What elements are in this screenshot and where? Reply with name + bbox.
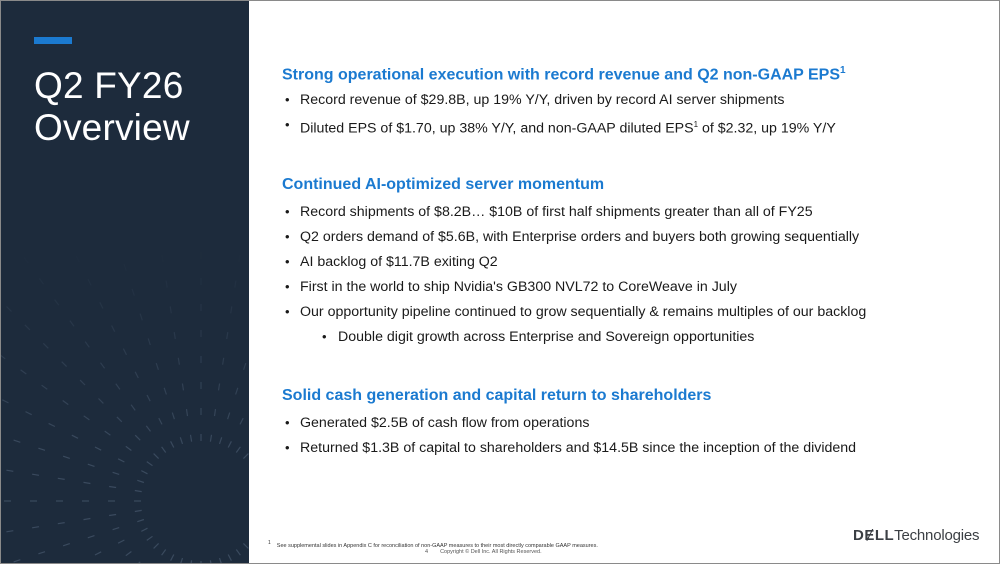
page-number: 4	[425, 549, 429, 555]
section-heading-cash: Solid cash generation and capital return to shareholders	[282, 387, 712, 404]
copyright-text: Copyright © Dell Inc. All Rights Reserved.	[440, 549, 542, 555]
bullet-item: • Record shipments of $8.2B… $10B of first half shipments greater than all of FY25	[282, 202, 866, 227]
slide-title-line-2: Overview	[34, 107, 190, 148]
footnote-marker: 1	[268, 540, 271, 546]
footnote-ref: 1	[693, 120, 699, 129]
slide-title	[34, 65, 190, 149]
bullet-item: • Generated $2.5B of cash flow from operations	[282, 413, 856, 438]
section-heading-operational: Strong operational execution with record revenue and Q2 non-GAAP EPS$^1$	[282, 65, 846, 84]
bullet-item: • Diluted EPS of $1.70, up 38% Y/Y, and non-GAAP diluted EPS$^1$ of $2.32, up 19% Y/Y	[282, 115, 836, 140]
bullet-item: • Returned $1.3B of capital to shareholders and $14.5B since the inception of the dividend	[282, 438, 856, 463]
bullet-item: • Q2 orders demand of $5.6B, with Enterprise orders and buyers both growing sequentially	[282, 227, 866, 252]
bullet-list-operational	[282, 90, 836, 140]
bullet-item: • First in the world to ship Nvidia's GB300 NVL72 to CoreWeave in July	[282, 277, 866, 302]
bullet-item: • AI backlog of $11.7B exiting Q2	[282, 252, 866, 277]
accent-bar	[34, 37, 72, 44]
bullet-list-cash	[282, 413, 856, 463]
sub-bullet-item: • Double digit growth across Enterprise and Sovereign opportunities	[282, 327, 866, 352]
bullet-item: • Record revenue of $29.8B, up 19% Y/Y, driven by record AI server shipments	[282, 90, 836, 115]
bullet-item: • Our opportunity pipeline continued to grow sequentially & remains multiples of our backlog	[282, 302, 866, 327]
footnote: $^1$ See supplemental slides in Appendix C for reconciliation of non-GAAP measures to their most directly comparable GAAP measures.	[268, 540, 598, 549]
dell-technologies-logo	[853, 526, 979, 546]
slide-footer	[425, 549, 542, 555]
slide-title-line-1: Q2 FY26	[34, 65, 184, 106]
bullet-list-ai-server	[282, 202, 866, 352]
logo-suffix: Technologies	[894, 527, 980, 544]
title-sidebar	[1, 1, 249, 563]
logo-brand: DɆLL	[853, 527, 895, 544]
section-heading-ai-server: Continued AI-optimized server momentum	[282, 176, 605, 193]
footnote-ref: 1	[840, 65, 846, 76]
